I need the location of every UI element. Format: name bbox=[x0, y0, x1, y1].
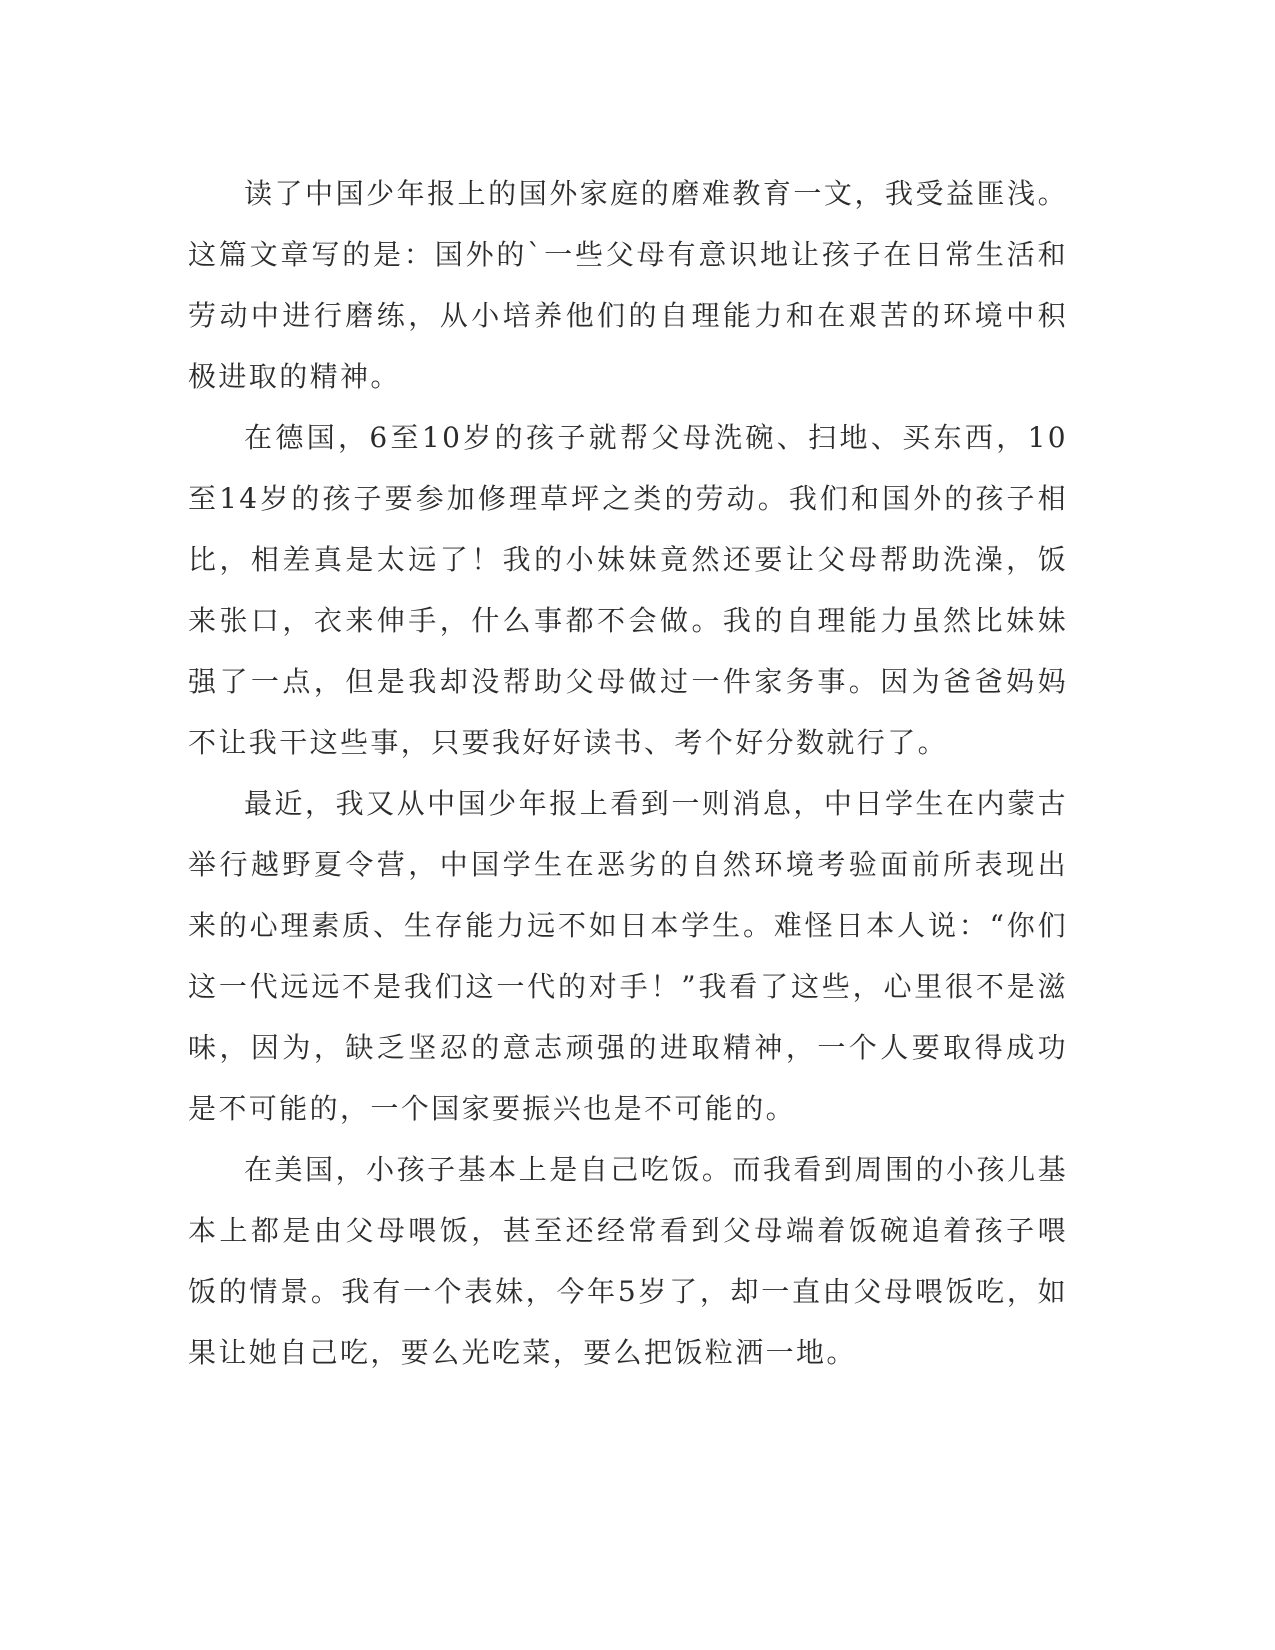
paragraph-4: 在美国，小孩子基本上是自己吃饭。而我看到周围的小孩儿基本上都是由父母喂饭，甚至还经常看到父母端着饭碗追着孩子喂饭的情景。我有一个表妹，今年5岁了，却一直由父母喂饭吃，如果让她自己吃，要么光吃菜，要么把饭粒洒一地。 bbox=[188, 1153, 1068, 1369]
paragraph-1: 读了中国少年报上的国外家庭的磨难教育一文，我受益匪浅。这篇文章写的是：国外的`一些父母有意识地让孩子在日常生活和劳动中进行磨练，从小培养他们的自理能力和在艰苦的环境中积极进取的精神。 bbox=[188, 177, 1068, 393]
paragraph-3: 最近，我又从中国少年报上看到一则消息，中日学生在内蒙古举行越野夏令营，中国学生在恶劣的自然环境考验面前所表现出来的心理素质、生存能力远不如日本学生。难怪日本人说：“你们这一代远远不是我们这一代的对手！”我看了这些，心里很不是滋味，因为，缺乏坚忍的意志顽强的进取精神，一个人要取得成功是不可能的，一个国家要振兴也是不可能的。 bbox=[188, 787, 1068, 1125]
paragraph-2: 在德国，6至10岁的孩子就帮父母洗碗、扫地、买东西，10至14岁的孩子要参加修理草坪之类的劳动。我们和国外的孩子相比，相差真是太远了！我的小妹妹竟然还要让父母帮助洗澡，饭来张口，衣来伸手，什么事都不会做。我的自理能力虽然比妹妹强了一点，但是我却没帮助父母做过一件家务事。因为爸爸妈妈不让我干这些事，只要我好好读书、考个好分数就行了。 bbox=[188, 421, 1068, 759]
document-body bbox=[188, 163, 1068, 1383]
